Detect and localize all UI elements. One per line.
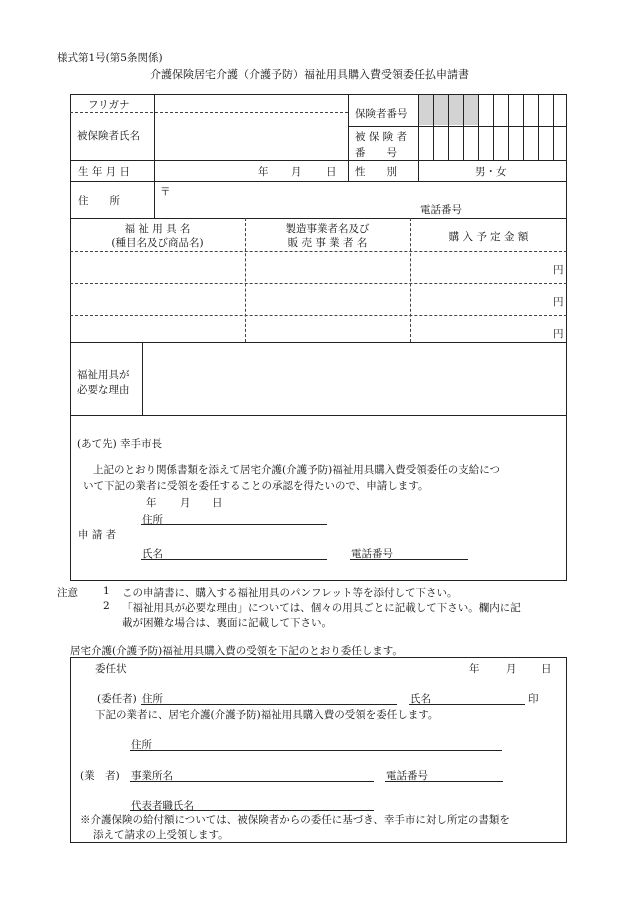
address-label: 住 所 <box>78 195 120 207</box>
item-name-header: 福 祉 用 具 名 <box>124 223 191 235</box>
office-name-line[interactable] <box>130 781 374 782</box>
note-1: この申請書に、購入する福祉用具のパンフレット等を添付して下さい。 <box>122 587 458 599</box>
delegator-label: (委任者) <box>97 693 137 705</box>
address-field[interactable] <box>172 184 412 214</box>
agent-phone-line[interactable] <box>385 781 503 782</box>
delegation-title: 委任状 <box>95 663 127 675</box>
insured-number-label: 被 保 険 者 <box>355 131 408 143</box>
item-name-header-sub: (種目名及び商品名) <box>111 237 204 249</box>
request-body-line1: 上記のとおり関係書類を添えて居宅介護(介護予防)福祉用具購入費受領委任の支給につ <box>93 464 500 476</box>
seal-mark: 印 <box>528 693 539 705</box>
form-number: 様式第1号(第5条関係) <box>57 52 163 64</box>
agent-label: (業 者) <box>80 770 120 782</box>
insured-name-field[interactable] <box>156 114 346 158</box>
yen-label-2: 円 <box>553 296 564 308</box>
delegator-name-line[interactable] <box>409 704 525 705</box>
request-address-label: 住所 <box>142 514 163 526</box>
request-phone-label: 電話番号 <box>351 548 393 560</box>
delegation-statement: 下記の業者に、居宅介護(介護予防)福祉用具購入費の受領を委任します。 <box>95 709 439 721</box>
note-2-line1: 「福祉用具が必要な理由」については、個々の用具ごとに記載して下さい。欄内に記 <box>122 602 521 614</box>
birthdate-label: 生 年 月 日 <box>78 166 131 178</box>
delegator-address-label: 住所 <box>142 693 163 705</box>
request-phone-line[interactable] <box>350 559 468 560</box>
delegation-month-label: 月 <box>506 663 517 675</box>
insurer-number-label: 保険者番号 <box>355 108 408 120</box>
reason-label: 福祉用具が <box>77 369 130 381</box>
sex-label: 性 別 <box>355 166 397 178</box>
yen-label-1: 円 <box>553 264 564 276</box>
office-name-label: 事業所名 <box>131 770 173 782</box>
postal-mark: 〒 <box>160 186 171 198</box>
addressee: (あて先) 幸手市長 <box>77 438 163 450</box>
representative-line[interactable] <box>130 810 374 811</box>
request-name-label: 氏名 <box>142 548 163 560</box>
reason-field[interactable] <box>144 344 564 413</box>
representative-label: 代表者職氏名 <box>131 800 194 812</box>
insured-name-label: 被保険者氏名 <box>77 130 140 142</box>
maker-header: 製造事業者名及び <box>285 223 370 235</box>
agent-address-line[interactable] <box>130 750 502 751</box>
delegation-footnote-line2: 添えて請求の上受領します。 <box>93 829 229 841</box>
birth-day-label: 日 <box>326 166 337 178</box>
birth-month-label: 月 <box>291 166 302 178</box>
item-row-3[interactable] <box>72 317 564 341</box>
furigana-label: フリガナ <box>88 99 130 111</box>
sex-value[interactable]: 男・女 <box>475 166 507 178</box>
yen-label-3: 円 <box>553 328 564 340</box>
request-month-label: 月 <box>180 497 191 509</box>
request-day-label: 日 <box>212 497 223 509</box>
request-year-label: 年 <box>146 497 157 509</box>
reason-label-2: 必要な理由 <box>77 384 130 396</box>
phone-label: 電話番号 <box>420 204 462 216</box>
delegation-year-label: 年 <box>469 663 480 675</box>
note-2-line2: 載が困難な場合は、裏面に記載して下さい。 <box>122 617 332 629</box>
agent-address-label: 住所 <box>131 739 152 751</box>
note-1-number: 1 <box>103 585 110 597</box>
amount-header: 購 入 予 定 金 額 <box>448 231 529 243</box>
agent-phone-label: 電話番号 <box>386 770 428 782</box>
insurer-number-shaded <box>419 95 479 125</box>
birth-year-label: 年 <box>258 166 269 178</box>
delegator-address-line[interactable] <box>141 704 397 705</box>
request-body-line2: いて下記の業者に受領を委任することの承認を得たいので、申請します。 <box>83 480 429 492</box>
request-name-line[interactable] <box>141 559 327 560</box>
delegation-footnote-line1: ※介護保険の給付額については、被保険者からの委任に基づき、幸手市に対し所定の書類を <box>80 814 510 826</box>
page-title: 介護保険居宅介護（介護予防）福祉用具購入費受領委任払申請書 <box>150 68 469 81</box>
furigana-field[interactable] <box>156 96 346 111</box>
delegator-name-label: 氏名 <box>410 693 431 705</box>
applicant-label: 申 請 者 <box>78 529 117 541</box>
request-address-line[interactable] <box>141 524 327 525</box>
insured-number-label-2: 番 号 <box>355 147 397 159</box>
delegation-intro: 居宅介護(介護予防)福祉用具購入費の受領を下記のとおり委任します。 <box>70 645 403 657</box>
notes-label: 注意 <box>57 587 78 599</box>
item-row-2[interactable] <box>72 285 564 313</box>
item-row-1[interactable] <box>72 253 564 281</box>
delegation-day-label: 日 <box>541 663 552 675</box>
note-2-number: 2 <box>103 600 110 612</box>
maker-header-sub: 販 売 事 業 者 名 <box>287 237 368 249</box>
